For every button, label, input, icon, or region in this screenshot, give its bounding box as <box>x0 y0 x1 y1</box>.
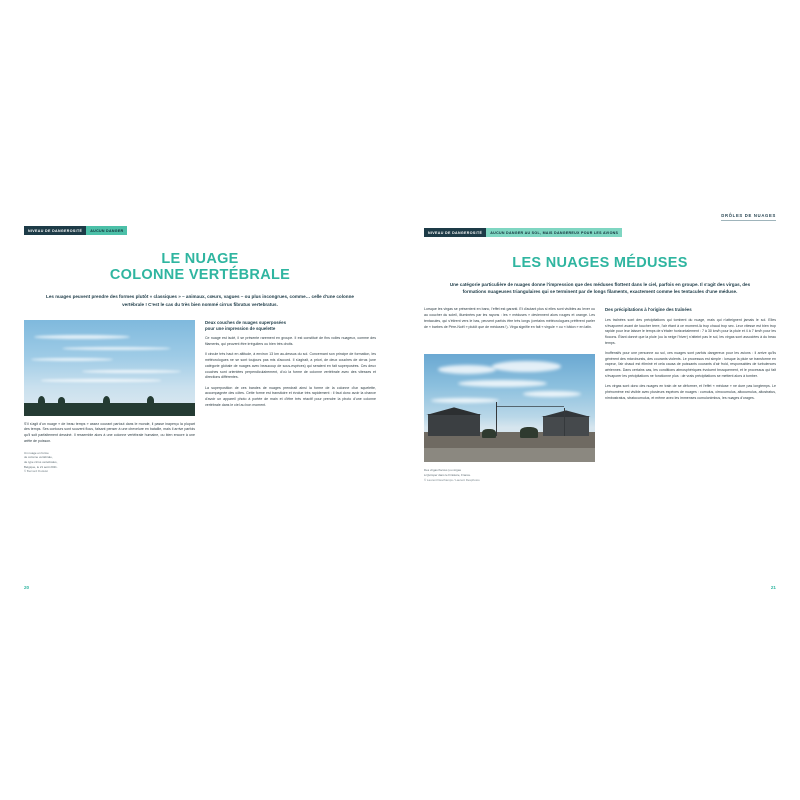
subheading <box>205 320 376 333</box>
left-page-columns <box>24 320 376 474</box>
danger-banner-right <box>424 228 776 237</box>
house-silhouette <box>428 414 480 436</box>
danger-value: AUCUN DANGER AU SOL, MAIS DANGEREUX POUR LES AVIONS <box>486 228 622 237</box>
standfirst-left: Les nuages peuvent prendre des formes plutôt « classiques » – animaux, cœurs, vagues – ou plus incongrues, comme… celle d'une colonne vertébrale ! C'est le cas du très bien nommé cirrus fibratus vertebratus. <box>46 294 354 307</box>
photo-caption-right <box>424 468 595 482</box>
cloud-blob <box>431 398 499 403</box>
caption-line: Un nuage en forme <box>24 450 49 455</box>
utility-pole <box>496 402 497 436</box>
danger-banner-left <box>24 226 376 235</box>
title-line-1: LES NUAGES MÉDUSES <box>512 255 688 271</box>
caption-line: Des virgas floccus (ou virgas <box>424 468 461 473</box>
right-page <box>400 200 800 600</box>
cloud-streak <box>41 379 161 382</box>
body-paragraph: Ce nuage est isolé, il se présente rarement en groupe. Il est constitué de fins voiles nuageux, comme des filaments, qui peuvent être irréguliers ou bien très droits. <box>205 336 376 347</box>
danger-label: NIVEAU DE DANGEROSITÉ <box>24 226 86 235</box>
photo-credit: © Bernard Dudelet <box>24 469 48 474</box>
right-page-columns <box>424 307 776 482</box>
right-page-column-1 <box>424 307 595 482</box>
folio-left: 20 <box>24 585 30 590</box>
house-silhouette <box>543 416 589 436</box>
page-title-right <box>424 255 776 271</box>
photo-credit: © Laurent Deschamps / Laurent Desphotos <box>424 477 480 482</box>
caption-line: Belgique, le 21 août 2021. <box>24 464 58 469</box>
treeline <box>24 403 195 416</box>
running-head-label: DRÔLES DE NUAGES <box>721 213 776 218</box>
photo-virga-clouds <box>424 354 595 462</box>
subheading-line-1: Deux couches de nuages superposées <box>205 319 287 325</box>
caption-line: à Quimper dans le Finistère, France. <box>424 473 471 478</box>
cloud-blob <box>492 361 560 372</box>
subheading-line-2: pour une impression de squelette <box>205 326 276 332</box>
photo-caption-left <box>24 451 195 474</box>
left-page-column-2 <box>205 320 376 474</box>
folio-right: 21 <box>770 585 776 590</box>
left-page <box>0 200 400 600</box>
cloud-streak <box>82 370 181 374</box>
caption-line: de colonne vertébrale, <box>24 455 53 460</box>
body-paragraph: Il circule très haut en altitude, à environ 13 km au-dessus du sol. Concernant son principe de formation, les météorologues ne se sont toujours pas mis d'accord. Il s'agirait, a priori, de deux couches de cirrus (une catégorie globale de nuages avec beaucoup de sous-espèces) qui seraient en fait superposées. Ces deux couches sont orientées perpendiculairement, d'où la forme de colonne vertébrale avec des vitesses et directions différentes. <box>205 352 376 380</box>
shrub <box>482 429 496 438</box>
body-paragraph: S'il s'agit d'un nuage « de beau temps » assez courant partout dans le monde, il passe inaperçu la plupart des temps. Ses contours sont souvent flous, faisant penser à une chevelure en bataille, mais il arrive parfois qu'il soit parfaitement dessiné. Il ressemble alors à une colonne vertébrale humaine, ou bien encore à une arête de poisson. <box>24 421 195 443</box>
utility-pole <box>564 408 565 436</box>
body-paragraph: Lorsque les virgas se présentent en banc, l'effet est garanti. Et d'autant plus si elles sont visibles au lever ou au coucher du soleil, illuminées par les rayons : les « méduses » deviennent alors rouges et orange. Les tentacules, qui s'étirent vers le bas, peuvent parfois être très longs (certains météorologues préfèrent parler de « barbes de Père-Noël » plutôt que de méduses !). Virga signifie en fait « virgule » ou « bâton » en latin. <box>424 307 595 329</box>
page-title-left <box>24 251 376 283</box>
body-paragraph: Inoffensifs pour une personne au sol, ces nuages sont parfois dangereux pour les avions : il arrive qu'ils génèrent des microbursts, des courants violents. Le processus est simple : lorsque la pluie se transforme en vapeur, l'air chaud est éliminé et cela causa de puissants courants d'air froid, responsables de turbulences aériennes. Dans certains cas, les conditions atmosphériques évoluent brusquement, et le processus qui fait s'évaporer les précipitations ne fonctionne plus : de vrais précipitations se mettent alors à tomber. <box>605 351 776 378</box>
body-paragraph: La superposition de ces bandes de nuages prendrait ainsi la forme de la colonne d'un squelette, accompagnée des côtes. Cette forme est transitoire et évolue très rapidement : il faut donc avoir la chance d'avoir un appareil photo à portée de main et d'être très réactif pour prendre la photo d'une colonne vertébrale dans le ciel au bon moment. <box>205 385 376 407</box>
danger-label: NIVEAU DE DANGEROSITÉ <box>424 228 486 237</box>
running-head-rule <box>721 220 776 221</box>
running-head <box>721 213 776 221</box>
title-line-2: COLONNE VERTÉBRALE <box>109 267 291 284</box>
road <box>424 448 595 462</box>
standfirst-right: Une catégorie particulière de nuages donne l'impression que des méduses flottent dans le ciel, parfois en groupe. Il s'agit des virgas, des formations nuageuses triangulaires qui se terminent par de longs filaments, exactement comme les tentacules d'une méduse. <box>449 282 751 295</box>
right-page-column-2 <box>605 307 776 482</box>
body-paragraph: Les virgas sont donc des nuages en train de se déformer, et l'effet « méduse » ne dure pas longtemps. Le phénomène est visible avec plusieurs espèces de nuages : cumulus, cirrocumulus, altocumulus, altostratus, nimbostratus, stratocumulus, et même avec les immenses cumulonimbus, les nuages d'orages. <box>605 384 776 400</box>
book-spread <box>0 200 800 600</box>
danger-value: AUCUN DANGER <box>86 226 127 235</box>
power-line <box>496 406 564 407</box>
shrub <box>520 427 538 438</box>
caption-line: de type cirrus vertebratus, <box>24 459 58 464</box>
body-paragraph: Les traînées sont des précipitations qui tombent du nuage, mais qui n'atteignent jamais le sol. Elles s'évaporent avant de toucher terre, l'air étant à ce moment-là trop chaud trop sec. Leur vitesse est bien trop rapide pour leur laisser le temps de s'étaler horizontalement : 7 à 30 km/h pour la pluie et 4 à 7 km/h pour les flocons. Étant donné que la pluie (ou la neige l'hiver) n'atteint pas le sol, les virgas sont associées à du beau temps. <box>605 317 776 345</box>
photo-spine-cloud <box>24 320 195 416</box>
title-line-1: LE NUAGE <box>161 251 239 267</box>
left-page-column-1 <box>24 320 195 474</box>
cloud-streak <box>62 347 171 350</box>
subheading: Des précipitations à l'origine des traînées <box>605 307 692 313</box>
